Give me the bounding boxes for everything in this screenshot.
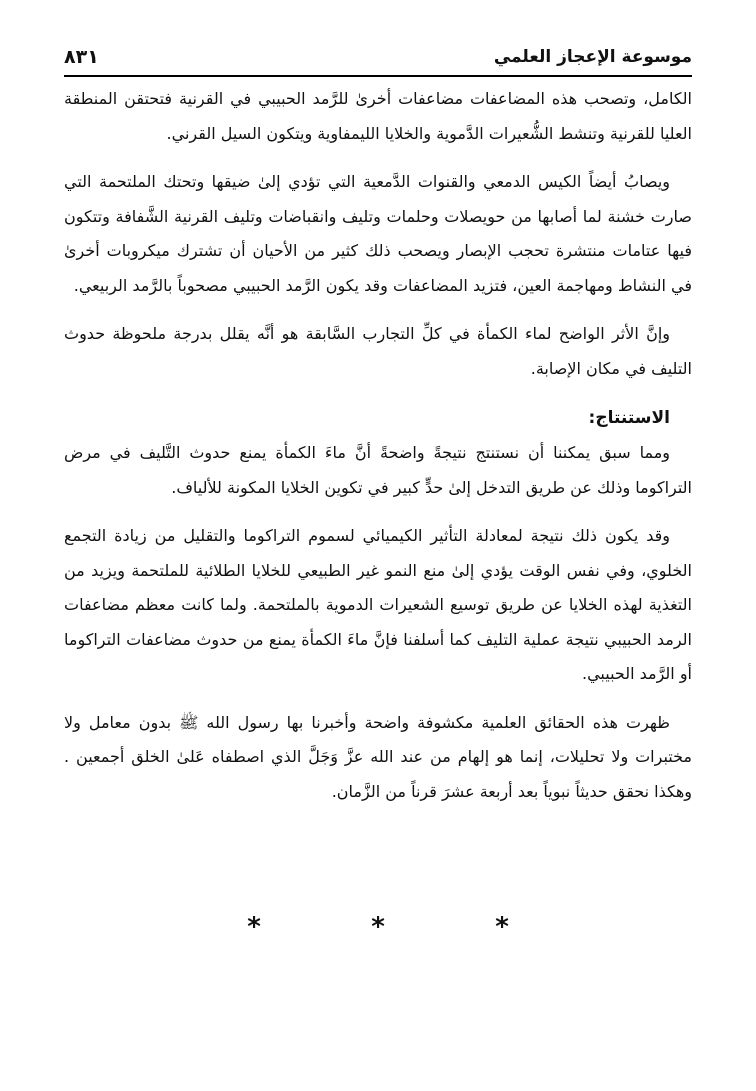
conclusion-heading: الاستنتاج: [588, 408, 670, 428]
asterisk-icon: * [371, 912, 385, 942]
paragraph: ظهرت هذه الحقائق العلمية مكشوفة واضحة وأخبرنا بها رسول الله ﷺ بدون معامل ولا مختبرات ولا تحليلات، إنما هو إلهام من عند الله عزَّ وَجَلَّ الذي اصطفاه عَلىٰ الخلق أجمعين . وهكذا نحقق حديثاً نبوياً بعد أربعة عشرَ قرناً من الزَّمان. [64, 712, 692, 801]
paragraph: وإنَّ الأثر الواضح لماء الكمأة في كلِّ التجارب السَّابقة هو أنَّه يقلل بدرجة ملحوظة حدوث التليف في مكان الإصابة. [64, 324, 692, 378]
paragraph: ويصابُ أيضاً الكيس الدمعي والقنوات الدَّمعية التي تؤدي إلىٰ ضيقها وتحتك الملتحمة التي صارت خشنة لما أصابها من حويصلات وحلمات وتليف وانقباضات وتليف القرنية الشَّفافة وتتكون فيها عتامات منتشرة تحجب الإبصار ويصحب ذلك كثير من الأحيان أن تشترك ميكروبات أخرىٰ في النشاط ومهاجمة العين، فتزيد المضاعفات وقد يكون الرَّمد الحبيبي مصحوباً بالرَّمد الربيعي. [64, 172, 692, 295]
asterisk-icon: * [247, 912, 261, 942]
paragraph: وقد يكون ذلك نتيجة لمعادلة التأثير الكيميائي لسموم التراكوما والتقليل من زيادة التجمع الخلوي، وفي نفس الوقت يؤدي إلىٰ منع النمو غير الطبيعي للخلايا الطلائية للملتحمة ويزيد من التغذية لهذه الخلايا عن طريق توسيع الشعيرات الدموية بالملتحمة. ولما كانت معظم مضاعفات الرمد الحبيبي نتيجة عملية التليف كما أسلفنا فإنَّ ماءَ الكمأة يمنع من حدوث مضاعفات التراكوما أو الرَّمد الحبيبي. [64, 526, 692, 683]
section-separator [0, 912, 756, 942]
page-header [64, 42, 692, 72]
page-number: ٨٣١ [64, 46, 99, 68]
header-divider [64, 75, 692, 77]
main-text [64, 82, 692, 823]
paragraph: ومما سبق يمكننا أن نستنتج نتيجةً واضحةً أنَّ ماءَ الكمأة يمنع حدوث التَّليف في مرض التراكوما وذلك عن طريق التدخل إلىٰ حدٍّ كبير في تكوين الخلايا المكونة للألياف. [64, 443, 692, 497]
book-title: موسوعة الإعجاز العلمي [493, 47, 692, 67]
paragraph: الكامل، وتصحب هذه المضاعفات مضاعفات أخرىٰ للرَّمد الحبيبي في القرنية فتحتقن المنطقة العليا للقرنية وتنشط الشُّعيرات الدَّموية والخلايا الليمفاوية ويتكون السيل القرني. [64, 89, 692, 143]
asterisk-icon: * [495, 912, 509, 942]
